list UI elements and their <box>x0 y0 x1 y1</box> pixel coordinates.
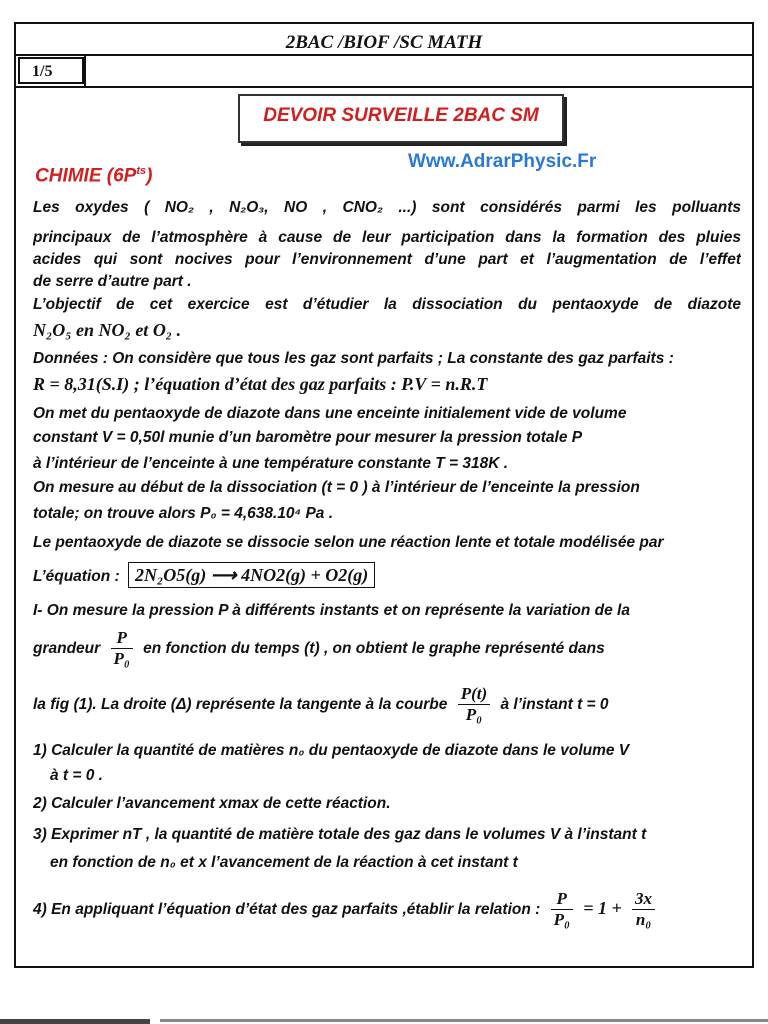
fraction-denominator: n₀ <box>635 910 652 930</box>
fraction-numerator: P(t) <box>458 684 490 705</box>
fraction-numerator: 3x <box>632 889 655 910</box>
equation-label: L’équation : <box>33 568 120 585</box>
bottom-edge <box>0 1019 150 1024</box>
equation-fragment: = 1 + <box>583 898 622 918</box>
header-cell-divider <box>84 54 86 87</box>
page-number: 1/5 <box>18 57 84 84</box>
equation-box: 2N₂O5(g) ⟶ 4NO2(g) + O2(g) <box>128 562 375 588</box>
header-title: 2BAC /BIOF /SC MATH <box>285 32 483 53</box>
equation-line <box>33 562 741 591</box>
question-3-cont: en fonction de n₀ et x l’avancement de la réaction à cet instant t <box>50 854 518 871</box>
text-fragment: à l’instant t = 0 <box>500 696 609 713</box>
fraction <box>111 628 133 669</box>
text-line: de serre d’autre part . <box>33 273 192 290</box>
text-fragment: grandeur <box>33 640 101 657</box>
fraction-numerator: P <box>111 628 133 649</box>
question-4 <box>33 882 741 934</box>
formula-line: R = 8,31(S.I) ; l’équation d’état des gaz parfaits : P.V = n.R.T <box>33 374 488 394</box>
text-line: L’objectif de cet exercice est d’étudier la dissociation du pentaoxyde de diazote <box>33 296 741 313</box>
question-1-cont: à t = 0 . <box>50 767 103 784</box>
question-2: 2) Calculer l’avancement xmax de cette réaction. <box>33 795 391 812</box>
fraction-line <box>33 624 741 674</box>
question-1: 1) Calculer la quantité de matières n₀ du pentaoxyde de diazote dans le volume V <box>33 742 630 759</box>
fraction-denominator: P₀ <box>465 705 483 725</box>
text-line: On met du pentaoxyde de diazote dans une enceinte initialement vide de volume <box>33 405 627 422</box>
section-sup: ts <box>136 165 147 177</box>
text-line: Données : On considère que tous les gaz sont parfaits ; La constante des gaz parfaits : <box>33 350 674 367</box>
text-fragment: en fonction du temps (t) , on obtient le graphe représenté dans <box>143 640 605 657</box>
fraction <box>551 889 573 930</box>
fraction-denominator: P₀ <box>553 910 570 930</box>
section-close: ) <box>146 165 153 187</box>
text-line: constant V = 0,50l munie d’un baromètre pour mesurer la pression totale P <box>33 429 583 446</box>
website-link[interactable]: Www.AdrarPhysic.Fr <box>408 151 597 172</box>
text-line: acides qui sont nocives pour l’environnement d’une part et l’augmentation de l’effet <box>33 251 741 268</box>
fraction <box>458 684 490 725</box>
formula-line: N₂O₅ en NO₂ et O₂ . <box>33 320 182 340</box>
bottom-edge <box>160 1019 768 1022</box>
fraction-denominator: P₀ <box>113 649 130 669</box>
exam-title: DEVOIR SURVEILLE 2BAC SM <box>238 94 564 143</box>
header-divider <box>14 54 754 56</box>
text-line: totale; on trouve alors P₀ = 4,638.10⁴ Pa . <box>33 505 334 522</box>
fraction-line <box>33 680 741 730</box>
question-3: 3) Exprimer nT , la quantité de matière totale des gaz dans le volumes V à l’instant t <box>33 826 647 843</box>
text-line: principaux de l’atmosphère à cause de leur participation dans la formation des pluies <box>33 229 741 246</box>
section-heading <box>35 165 152 187</box>
text-line: On mesure au début de la dissociation (t = 0 ) à l’intérieur de l’enceinte la pression <box>33 479 640 496</box>
text-line: Le pentaoxyde de diazote se dissocie selon une réaction lente et totale modélisée par <box>33 534 664 551</box>
fraction <box>632 889 655 930</box>
text-fragment: 4) En appliquant l’équation d’état des gaz parfaits ,établir la relation : <box>33 901 541 918</box>
text-line: à l’intérieur de l’enceinte à une température constante T = 318K . <box>33 455 509 472</box>
text-line: I- On mesure la pression P à différents instants et on représente la variation de la <box>33 602 630 619</box>
header-divider-bottom <box>14 86 754 88</box>
text-fragment: la fig (1). La droite (Δ) représente la tangente à la courbe <box>33 696 448 713</box>
section-label: CHIMIE (6P <box>35 165 137 187</box>
text-line: Les oxydes ( NO₂ , N₂O₃, NO , CNO₂ ...) sont considérés parmi les polluants <box>33 199 741 216</box>
fraction-numerator: P <box>551 889 573 910</box>
